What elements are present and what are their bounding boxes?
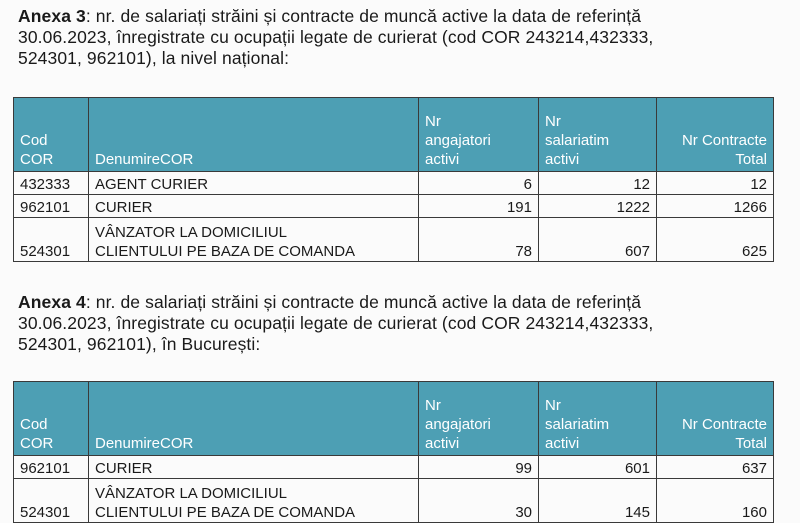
table-row <box>14 172 774 195</box>
cell-cod: 524301 <box>14 218 89 262</box>
annex3-text: : nr. de salariați străini și contracte de muncă active la data de referință 30.06.2023, înregistrate cu ocupații legate de curierat (cod COR 243214,432333, 524301, 962101), la nivel național: <box>18 6 654 68</box>
annex4-paragraph <box>18 292 788 355</box>
header-denumire-cor: DenumireCOR <box>89 98 419 172</box>
header-cod-cor: Cod COR <box>14 382 89 456</box>
cell-cod: 432333 <box>14 172 89 195</box>
annex3-table <box>13 97 774 262</box>
annex4-text: : nr. de salariați străini și contracte de muncă active la data de referință 30.06.2023, înregistrate cu ocupații legate de curierat (cod COR 243214,432333, 524301, 962101), în București: <box>18 292 654 354</box>
cell-salariati: 12 <box>539 172 657 195</box>
header-nr-contracte: Nr Contracte Total <box>657 98 774 172</box>
table-row <box>14 195 774 218</box>
cell-denumire: AGENT CURIER <box>89 172 419 195</box>
annex3-label: Anexa 3 <box>18 6 86 26</box>
annex3-paragraph <box>18 6 788 69</box>
cell-contracte: 12 <box>657 172 774 195</box>
table-row <box>14 456 774 479</box>
cell-contracte: 625 <box>657 218 774 262</box>
cell-angajatori: 78 <box>419 218 539 262</box>
annex4-label: Anexa 4 <box>18 292 86 312</box>
header-cod-cor: Cod COR <box>14 98 89 172</box>
header-nr-salariati: Nr salariatim activi <box>539 98 657 172</box>
cell-salariati: 1222 <box>539 195 657 218</box>
cell-salariati: 601 <box>539 456 657 479</box>
table-row <box>14 218 774 262</box>
cell-denumire: CURIER <box>89 195 419 218</box>
cell-contracte: 637 <box>657 456 774 479</box>
cell-angajatori: 99 <box>419 456 539 479</box>
header-nr-angajatori: Nr angajatori activi <box>419 98 539 172</box>
cell-angajatori: 191 <box>419 195 539 218</box>
cell-denumire: VÂNZATOR LA DOMICILIUL CLIENTULUI PE BAZA DE COMANDA <box>89 218 419 262</box>
cell-cod: 524301 <box>14 479 89 523</box>
cell-contracte: 160 <box>657 479 774 523</box>
cell-salariati: 607 <box>539 218 657 262</box>
header-denumire-cor: DenumireCOR <box>89 382 419 456</box>
header-nr-contracte: Nr Contracte Total <box>657 382 774 456</box>
cell-salariati: 145 <box>539 479 657 523</box>
table-header-row <box>14 382 774 456</box>
cell-denumire: CURIER <box>89 456 419 479</box>
table-row <box>14 479 774 523</box>
cell-denumire: VÂNZATOR LA DOMICILIUL CLIENTULUI PE BAZA DE COMANDA <box>89 479 419 523</box>
cell-angajatori: 6 <box>419 172 539 195</box>
header-nr-salariati: Nr salariatim activi <box>539 382 657 456</box>
header-nr-angajatori: Nr angajatori activi <box>419 382 539 456</box>
cell-cod: 962101 <box>14 456 89 479</box>
cell-angajatori: 30 <box>419 479 539 523</box>
table-header-row <box>14 98 774 172</box>
cell-cod: 962101 <box>14 195 89 218</box>
annex4-table <box>13 381 774 523</box>
cell-contracte: 1266 <box>657 195 774 218</box>
